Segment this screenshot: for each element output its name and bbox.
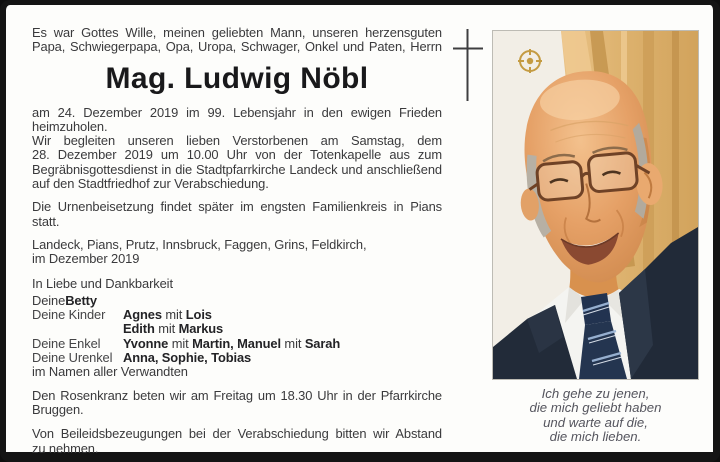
- funeral-paragraph: Wir begleiten unseren lieben Verstorbenen am Samstag, dem 28. Dezember 2019 um 10.00 Uhr von der Totenkapelle aus zum Begräbnisgottesdienst in die Stadtpfarrkirche Landeck und anschließend auf den Stadtfriedhof zur Verabschiedung.: [32, 133, 442, 192]
- cross-icon: [450, 27, 486, 105]
- child-name: Edith: [123, 321, 155, 337]
- greatgrandchildren-label: Deine Urenkel: [32, 350, 113, 366]
- gratitude-line: In Liebe und Dankbarkeit: [32, 275, 173, 291]
- death-paragraph: am 24. Dezember 2019 im 99. Lebensjahr in den ewigen Frieden heimzuholen.: [32, 104, 442, 134]
- family-row-wife: [32, 294, 442, 308]
- portrait-illustration: [493, 31, 698, 379]
- urn-paragraph: Die Urnenbeisetzung findet später im engsten Familienkreis in Pians statt.: [32, 199, 442, 229]
- grandchildren-label: Deine Enkel: [32, 335, 101, 351]
- mit-text: mit: [280, 335, 305, 351]
- child-name: Agnes: [123, 307, 162, 323]
- family-list: [32, 294, 442, 380]
- memorial-quote: Ich gehe zu jenen, die mich geliebt haben und warte auf die, die mich lieben.: [529, 386, 662, 445]
- children-label: Deine Kinder: [32, 307, 106, 323]
- wife-name: Betty: [65, 292, 97, 308]
- places-paragraph: Landeck, Pians, Prutz, Innsbruck, Faggen, Grins, Feldkirch, im Dezember 2019: [32, 236, 367, 267]
- family-row-grandchildren: [32, 337, 442, 351]
- family-row-greatgrandchildren: [32, 351, 442, 365]
- wife-label: Deine: [32, 292, 66, 308]
- intro-paragraph: Es war Gottes Wille, meinen geliebten Mann, unseren herzensguten Papa, Schwiegerpapa, Opa, Uropa, Schwager, Onkel und Paten, Herrn: [32, 25, 442, 55]
- greatgrandchild-names: Anna, Sophie, Tobias: [123, 350, 252, 366]
- rosary-paragraph: Den Rosenkranz beten wir am Freitag um 18.30 Uhr in der Pfarrkirche Bruggen.: [32, 387, 442, 417]
- grandchild-name: Martin, Manuel: [192, 335, 281, 351]
- notice-text-column: [32, 26, 442, 456]
- mit-text: mit: [161, 307, 186, 323]
- family-row-children-1: [32, 308, 442, 322]
- mit-text: mit: [154, 321, 179, 337]
- family-row-closing: [32, 365, 442, 379]
- condolence-paragraph: Von Beileidsbezeugungen bei der Verabschiedung bitten wir Abstand zu nehmen.: [32, 426, 442, 456]
- grandchildren-names: [123, 337, 442, 351]
- children-names-2: [123, 322, 442, 336]
- family-row-children-2: [32, 322, 442, 336]
- grandchild-partner: Sarah: [304, 335, 341, 351]
- deceased-name: Mag. Ludwig Nöbl: [105, 61, 369, 95]
- partner-name: Lois: [185, 307, 212, 323]
- grandchild-name: Yvonne: [123, 335, 169, 351]
- mit-text: mit: [168, 335, 193, 351]
- children-names-1: [123, 308, 442, 322]
- family-closing: im Namen aller Verwandten: [32, 364, 188, 380]
- greatgrandchildren-names: [123, 351, 442, 365]
- portrait-photo: [492, 30, 699, 380]
- children-label-spacer: [32, 322, 123, 336]
- partner-name: Markus: [178, 321, 224, 337]
